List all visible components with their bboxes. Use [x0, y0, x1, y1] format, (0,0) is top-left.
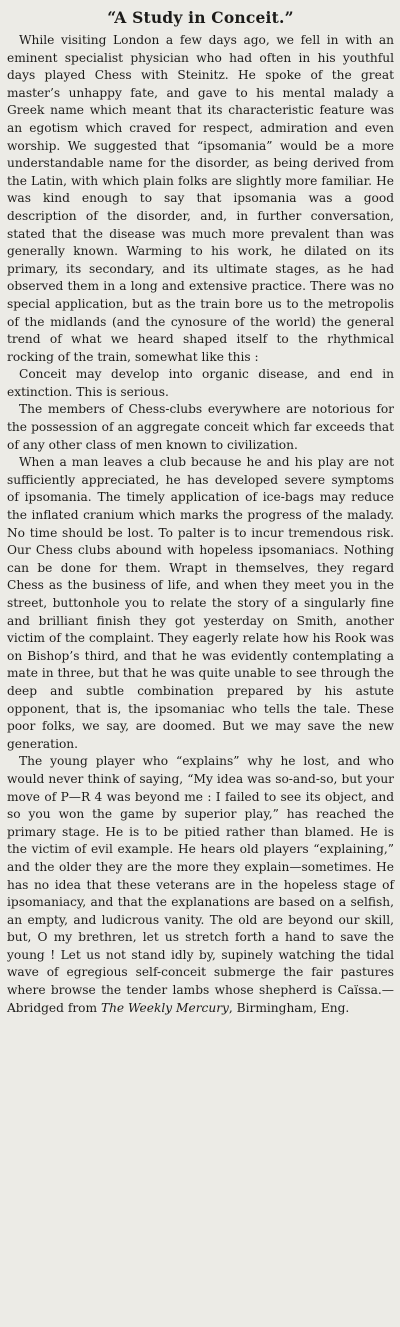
paragraph-5 — [7, 753, 394, 1017]
paragraph-2: Conceit may develop into organic disease, and end in extinction. This is serious. — [7, 367, 394, 399]
paragraph-3: The members of Chess-clubs everywhere are notorious for the possession of an aggregate conceit which far exceeds that of any other class of men known to civilization. — [7, 402, 394, 452]
paragraph-5-text: The young player who “explains” why he lost, and who would never think of saying, “My idea was so-and-so, but your move of P—R 4 was beyond me : I failed to see its object, and so you won the game by superior play,” has reached the primary stage. He is to be pitied rather than blamed. He is the victim of evil example. He hears old players “explaining,” and the older they are the more they explain—sometimes. He has no idea that these veterans are in the hopeless stage of ipsomaniacy, and that the explanations are based on a selfish, an empty, and ludicrous vanity. The old are beyond our skill, but, O my brethren, let us stretch forth a hand to save the young ! Let us not stand idly by, supinely watching the tidal wave of egregious self-conceit submerge the fair pastures where browse the tender lambs whose shepherd is Caïssa.—Abridged from — [7, 754, 394, 1015]
source-location: , Birmingham, Eng. — [228, 1000, 350, 1015]
paragraph-1: While visiting London a few days ago, we fell in with an eminent specialist physician who had often in his youthful days played Chess with Steinitz. He spoke of the great master’s unhappy fate, and gave to his mental malady a Greek name which meant that its characteristic feature was an egotism which craved for respect, admiration and even worship. We suggested that “ipsomania” would be a more understandable name for the disorder, as being derived from the Latin, with which plain folks are slightly more familiar. He was kind enough to say that ipsomania was a good description of the disorder, and, in further conversation, stated that the disease was much more prevalent than was generally known. Warming to his work, he dilated on its primary, its secondary, and its ultimate stages, as he had observed them in a long and extensive practice. There was no special application, but as the train bore us to the metropolis of the midlands (and the cynosure of the world) the general trend of what we heard shaped itself to the rhythmical rocking of the train, somewhat like this : — [7, 33, 394, 364]
source-publication: The Weekly Mercury — [100, 1000, 229, 1015]
paragraph-4: When a man leaves a club because he and his play are not sufficiently appreciated, he has developed severe symptoms of ipsomania. The timely application of ice-bags may reduce the inflated cranium which marks the progress of the malady. No time should be lost. To palter is to incur tremendous risk. Our Chess clubs abound with hopeless ipsomaniacs. Nothing can be done for them. Wrapt in themselves, they regard Chess as the business of life, and when they meet you in the street, buttonhole you to relate the story of a singularly fine and brilliant finish they got yesterday on Smith, another victim of the complaint. They eagerly relate how his Rook was on Bishop’s third, and that he was evidently contemplating a mate in three, but that he was quite unable to see through the deep and subtle combination prepared by his astute opponent, that is, the ipsomaniac who tells the tale. These poor folks, we say, are doomed. But we may save the new generation. — [7, 455, 394, 751]
article-title: “A Study in Conceit.” — [107, 8, 294, 27]
